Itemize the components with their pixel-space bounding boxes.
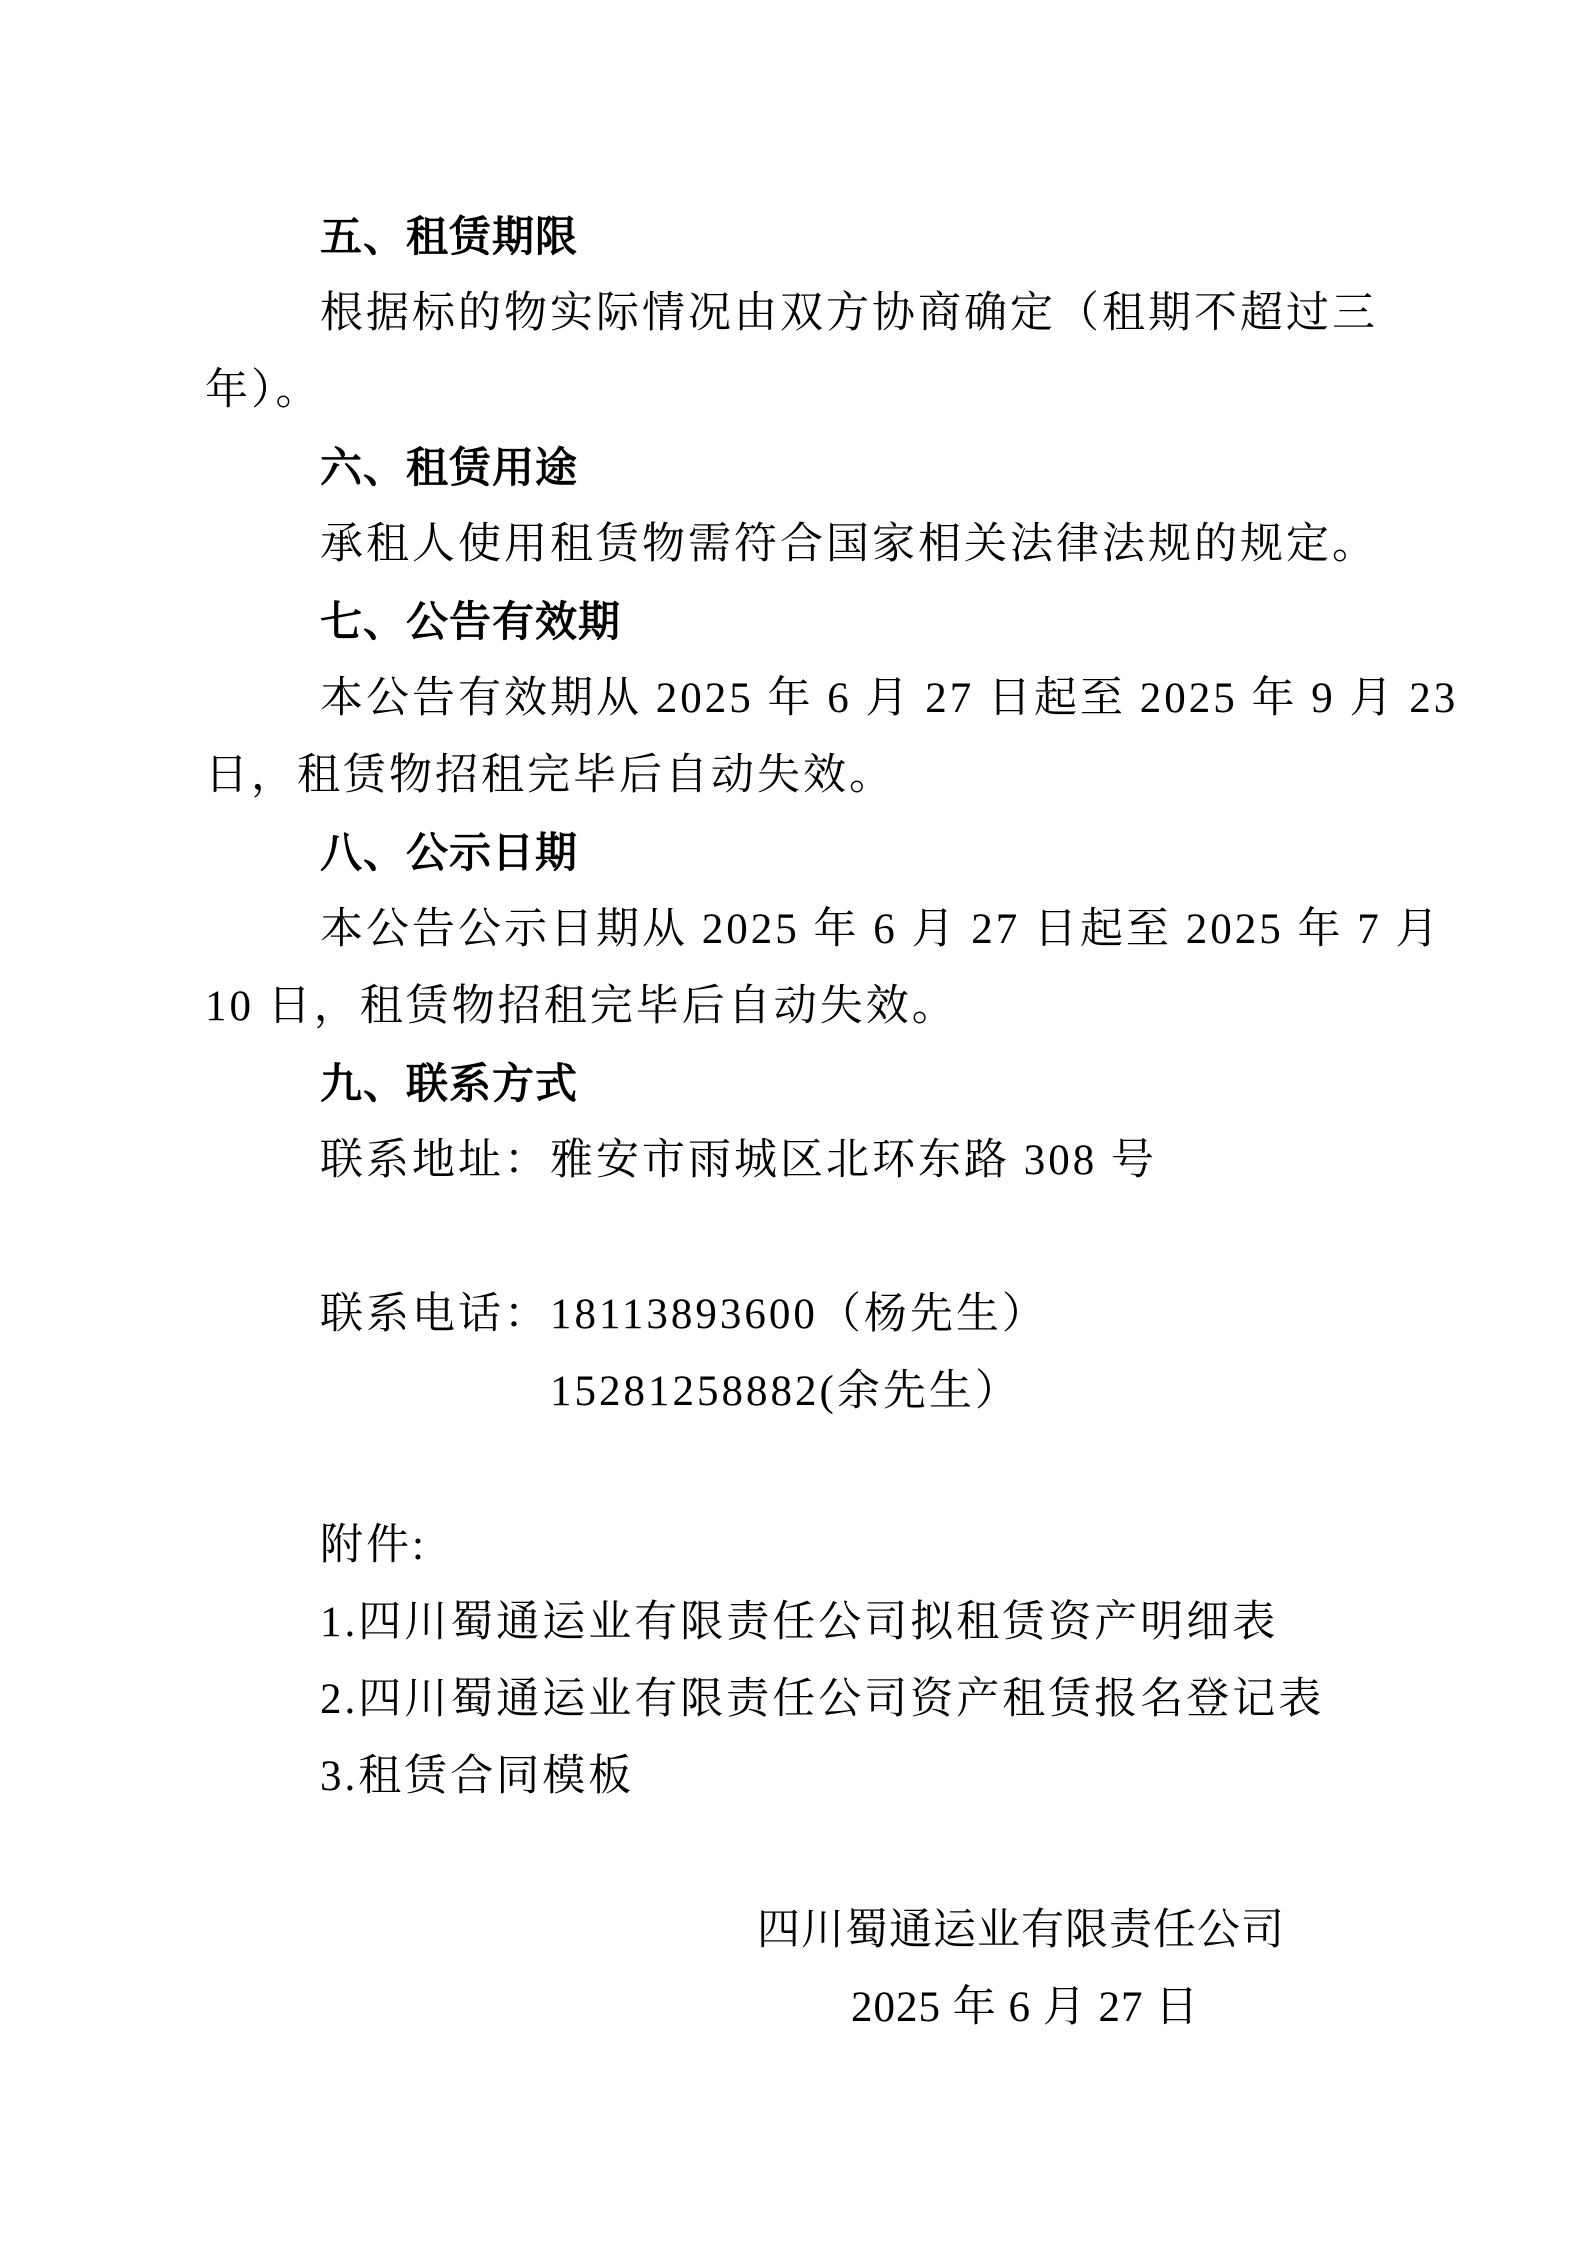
paragraph-line: 本公告有效期从 2025 年 6 月 27 日起至 2025 年 9 月 23: [320, 675, 1459, 722]
paragraph-line: 日，租赁物招租完毕后自动失效。: [205, 752, 895, 799]
paragraph-line: 联系电话：18113893600（杨先生）: [320, 1291, 1048, 1338]
paragraph-line: 年）。: [205, 367, 322, 414]
section-heading: 五、租赁期限: [320, 213, 579, 260]
blank-line: [205, 1199, 1387, 1276]
paragraph-line: 联系地址：雅安市雨城区北环东路 308 号: [320, 1137, 1157, 1184]
paragraph-line: 承租人使用租赁物需符合国家相关法律法规的规定。: [320, 521, 1378, 568]
section-heading: 九、联系方式: [320, 1060, 579, 1107]
section-heading: 七、公告有效期: [320, 598, 622, 645]
paragraph-line: 本公告公示日期从 2025 年 6 月 27 日起至 2025 年 7 月: [320, 906, 1442, 953]
paragraph-line: 3.租赁合同模板: [320, 1753, 635, 1800]
blank-line: [205, 1430, 1387, 1507]
paragraph-line: 1.四川蜀通运业有限责任公司拟租赁资产明细表: [320, 1599, 1279, 1646]
phone-continuation-line: 15281258882(余先生）: [550, 1368, 1021, 1415]
paragraph-line: 10 日，租赁物招租完毕后自动失效。: [205, 983, 958, 1030]
signature-date: 2025 年 6 月 27 日: [851, 1984, 1200, 2031]
paragraph-line: 附件:: [320, 1522, 427, 1569]
blank-line: [205, 1815, 1387, 1892]
signature-company-name: 四川蜀通运业有限责任公司: [757, 1907, 1285, 1954]
paragraph-line: 2.四川蜀通运业有限责任公司资产租赁报名登记表: [320, 1676, 1325, 1723]
paragraph-line: 根据标的物实际情况由双方协商确定（租期不超过三: [320, 290, 1378, 337]
document-body: [205, 198, 1459, 2046]
section-heading: 八、公示日期: [320, 829, 579, 876]
section-heading: 六、租赁用途: [320, 444, 579, 491]
